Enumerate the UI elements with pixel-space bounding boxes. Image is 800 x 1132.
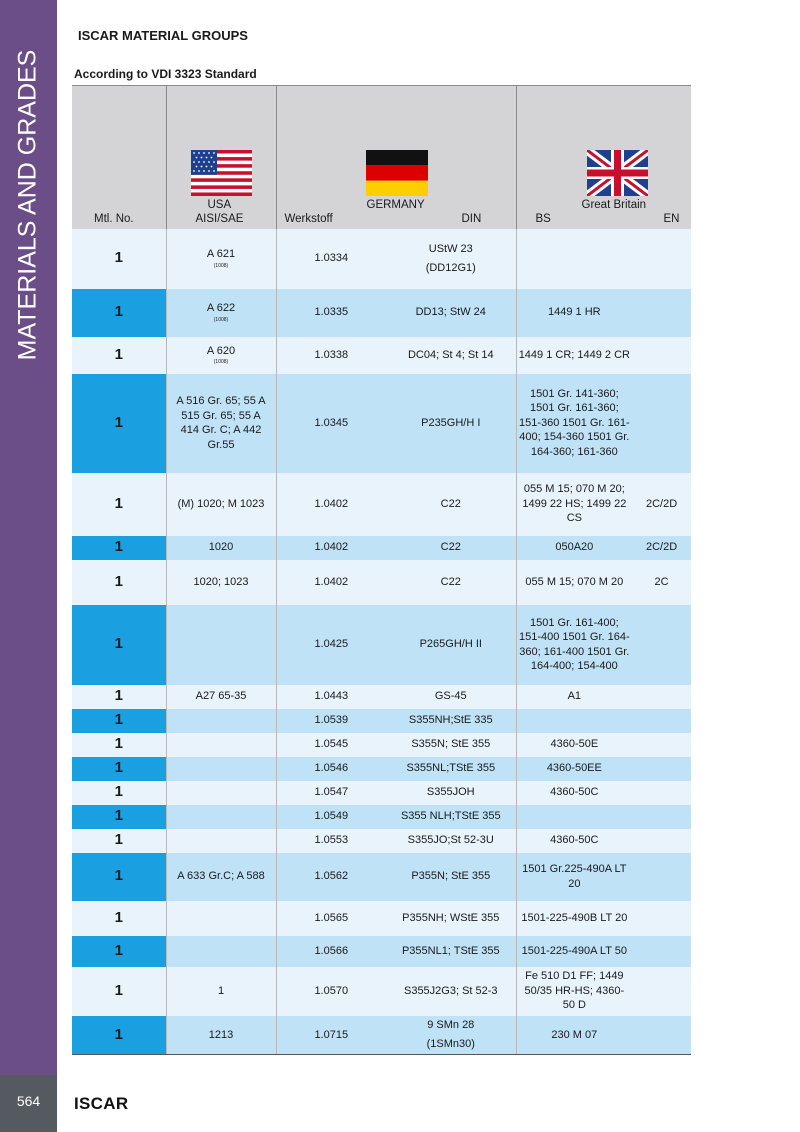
gb-cell bbox=[516, 605, 691, 685]
aisi-cell bbox=[166, 605, 276, 685]
aisi-cell bbox=[166, 829, 276, 853]
din-value: S355N; StE 355 bbox=[411, 738, 491, 751]
mtl-no-cell: 1 bbox=[72, 473, 166, 536]
page-subheading: According to VDI 3323 Standard bbox=[74, 67, 257, 81]
germany-cell bbox=[276, 1016, 516, 1055]
werkstoff-value: 1.0335 bbox=[314, 306, 349, 319]
mtl-no-cell: 1 bbox=[72, 229, 166, 289]
en-value: 2C bbox=[654, 575, 669, 588]
din-value: C22 bbox=[440, 575, 461, 588]
gb-cell bbox=[516, 853, 691, 901]
werkstoff-value: 1.0549 bbox=[314, 810, 349, 823]
germany-cell bbox=[276, 805, 516, 829]
bs-value: 050A20 bbox=[555, 541, 594, 554]
mtl-no-cell: 1 bbox=[72, 853, 166, 901]
werkstoff-value: 1.0443 bbox=[314, 690, 349, 703]
header-mtl-no bbox=[72, 86, 166, 229]
din-value: P355NH; WStE 355 bbox=[402, 911, 500, 924]
din-value: S355JOH bbox=[426, 786, 475, 799]
werkstoff-value: 1.0715 bbox=[314, 1028, 349, 1041]
table-row bbox=[72, 1016, 691, 1055]
aisi-value: A 620 bbox=[206, 344, 236, 357]
werkstoff-value: 1.0334 bbox=[314, 252, 349, 265]
aisi-cell bbox=[166, 560, 276, 605]
werkstoff-value: 1.0402 bbox=[314, 497, 349, 510]
header-gb-label: Great Britain bbox=[581, 199, 647, 211]
aisi-cell bbox=[166, 781, 276, 805]
mtl-no-cell: 1 bbox=[72, 1016, 166, 1055]
header-mtl-no-label: Mtl. No. bbox=[94, 213, 134, 225]
mtl-no-cell: 1 bbox=[72, 805, 166, 829]
table-row bbox=[72, 536, 691, 560]
germany-cell bbox=[276, 733, 516, 757]
werkstoff-value: 1.0338 bbox=[314, 348, 349, 361]
germany-cell bbox=[276, 709, 516, 733]
werkstoff-value: 1.0566 bbox=[314, 944, 349, 957]
din-value: P355N; StE 355 bbox=[411, 870, 491, 883]
gb-cell bbox=[516, 805, 691, 829]
header-usa-label: USA bbox=[207, 199, 232, 211]
germany-cell bbox=[276, 560, 516, 605]
bs-value: 1501 Gr. 141-360; 1501 Gr. 161-360; 151-360 1501 Gr. 161-400; 154-360 1501 Gr. 164-360; 161-360 bbox=[518, 387, 630, 458]
germany-cell bbox=[276, 853, 516, 901]
page-heading: ISCAR MATERIAL GROUPS bbox=[78, 28, 248, 43]
en-value: 2C/2D bbox=[645, 541, 678, 554]
mtl-no-cell: 1 bbox=[72, 901, 166, 936]
aisi-cell bbox=[166, 757, 276, 781]
din-value: P235GH/H I bbox=[421, 416, 481, 429]
germany-cell bbox=[276, 967, 516, 1016]
page-number: 564 bbox=[16, 1093, 41, 1109]
aisi-cell bbox=[166, 229, 276, 289]
germany-cell bbox=[276, 229, 516, 289]
bs-value: 1449 1 CR; 1449 2 CR bbox=[518, 348, 630, 361]
table-row bbox=[72, 901, 691, 936]
germany-cell bbox=[276, 289, 516, 337]
werkstoff-value: 1.0402 bbox=[314, 541, 349, 554]
gb-cell bbox=[516, 473, 691, 536]
din-value: UStW 23 bbox=[428, 242, 473, 255]
header-din-label: DIN bbox=[461, 213, 482, 225]
mtl-no-cell: 1 bbox=[72, 781, 166, 805]
werkstoff-value: 1.0565 bbox=[314, 911, 349, 924]
din-value: S355JO;St 52-3U bbox=[407, 834, 494, 847]
header-bs-label: BS bbox=[535, 213, 551, 225]
aisi-cell bbox=[166, 536, 276, 560]
table-row bbox=[72, 374, 691, 473]
werkstoff-value: 1.0345 bbox=[314, 416, 349, 429]
din-value: DD13; StW 24 bbox=[415, 306, 486, 319]
germany-cell bbox=[276, 605, 516, 685]
werkstoff-value: 1.0545 bbox=[314, 738, 349, 751]
bs-value: 1449 1 HR bbox=[548, 306, 601, 319]
mtl-no-cell: 1 bbox=[72, 605, 166, 685]
gb-cell bbox=[516, 374, 691, 473]
mtl-no-cell: 1 bbox=[72, 829, 166, 853]
aisi-value: A 633 Gr.C; A 588 bbox=[177, 870, 265, 883]
germany-cell bbox=[276, 536, 516, 560]
gb-cell bbox=[516, 901, 691, 936]
bs-value: 4360-50EE bbox=[546, 762, 602, 775]
table-row bbox=[72, 805, 691, 829]
table-row bbox=[72, 337, 691, 374]
material-groups-table bbox=[72, 85, 691, 1055]
werkstoff-value: 1.0570 bbox=[314, 984, 349, 997]
aisi-cell bbox=[166, 901, 276, 936]
aisi-cell bbox=[166, 733, 276, 757]
germany-cell bbox=[276, 829, 516, 853]
gb-cell bbox=[516, 229, 691, 289]
bs-value: 1501 Gr. 161-400; 151-400 1501 Gr. 164-360; 161-400 1501 Gr. 164-400; 154-400 bbox=[518, 616, 630, 672]
aisi-cell bbox=[166, 337, 276, 374]
aisi-note: (1008) bbox=[213, 359, 229, 366]
aisi-cell bbox=[166, 967, 276, 1016]
mtl-no-cell: 1 bbox=[72, 536, 166, 560]
din-value: GS-45 bbox=[434, 690, 467, 703]
header-werkstoff-label: Werkstoff bbox=[284, 213, 333, 225]
aisi-value: (M) 1020; M 1023 bbox=[177, 497, 265, 510]
table-row bbox=[72, 829, 691, 853]
section-title-text: MATERIALS AND GRADES bbox=[13, 49, 42, 361]
germany-cell bbox=[276, 757, 516, 781]
uk-flag-icon bbox=[587, 150, 648, 196]
aisi-cell bbox=[166, 1016, 276, 1055]
din-value: S355 NLH;TStE 355 bbox=[400, 810, 501, 823]
germany-cell bbox=[276, 374, 516, 473]
gb-cell bbox=[516, 829, 691, 853]
gb-cell bbox=[516, 967, 691, 1016]
table-row bbox=[72, 473, 691, 536]
gb-cell bbox=[516, 289, 691, 337]
aisi-cell bbox=[166, 685, 276, 709]
table-row bbox=[72, 733, 691, 757]
table-row bbox=[72, 757, 691, 781]
table-row bbox=[72, 781, 691, 805]
aisi-value: A 621 bbox=[206, 248, 236, 261]
germany-cell bbox=[276, 781, 516, 805]
gb-cell bbox=[516, 733, 691, 757]
werkstoff-value: 1.0562 bbox=[314, 870, 349, 883]
section-title-vertical bbox=[0, 0, 57, 370]
bs-value: 4360-50C bbox=[550, 834, 599, 847]
brand-logo: ISCAR bbox=[74, 1094, 129, 1113]
mtl-no-cell: 1 bbox=[72, 709, 166, 733]
werkstoff-value: 1.0546 bbox=[314, 762, 349, 775]
aisi-value: 1020 bbox=[208, 541, 234, 554]
gb-cell bbox=[516, 1016, 691, 1055]
werkstoff-value: 1.0547 bbox=[314, 786, 349, 799]
aisi-cell bbox=[166, 805, 276, 829]
germany-cell bbox=[276, 685, 516, 709]
din-value: S355NH;StE 335 bbox=[408, 714, 493, 727]
bs-value: 230 M 07 bbox=[551, 1028, 598, 1041]
din-value-alt: (1SMn30) bbox=[426, 1038, 475, 1051]
werkstoff-value: 1.0402 bbox=[314, 575, 349, 588]
din-value: C22 bbox=[440, 497, 461, 510]
bs-value: 4360-50E bbox=[550, 738, 599, 751]
bs-value: 4360-50C bbox=[550, 786, 599, 799]
mtl-no-cell: 1 bbox=[72, 337, 166, 374]
aisi-cell bbox=[166, 936, 276, 967]
aisi-cell bbox=[166, 709, 276, 733]
werkstoff-value: 1.0539 bbox=[314, 714, 349, 727]
werkstoff-value: 1.0425 bbox=[314, 638, 349, 651]
gb-cell bbox=[516, 337, 691, 374]
header-germany-label: GERMANY bbox=[366, 199, 425, 211]
header-aisi-label: AISI/SAE bbox=[195, 213, 244, 225]
table-row bbox=[72, 605, 691, 685]
table-row bbox=[72, 936, 691, 967]
table-row bbox=[72, 709, 691, 733]
sidebar bbox=[0, 0, 57, 1132]
din-value: DC04; St 4; St 14 bbox=[407, 348, 494, 361]
gb-cell bbox=[516, 536, 691, 560]
usa-flag-icon bbox=[191, 150, 252, 196]
table-row bbox=[72, 560, 691, 605]
din-value-alt: (DD12G1) bbox=[425, 262, 476, 274]
aisi-cell bbox=[166, 853, 276, 901]
din-value: S355NL;TStE 355 bbox=[406, 762, 496, 775]
germany-cell bbox=[276, 936, 516, 967]
din-value: C22 bbox=[440, 541, 461, 554]
mtl-no-cell: 1 bbox=[72, 967, 166, 1016]
table-row bbox=[72, 967, 691, 1016]
aisi-value: A27 65-35 bbox=[195, 690, 247, 703]
bs-value: A1 bbox=[567, 690, 582, 703]
aisi-value: 1 bbox=[217, 984, 225, 997]
aisi-value: A 516 Gr. 65; 55 A 515 Gr. 65; 55 A 414 Gr. C; A 442 Gr.55 bbox=[176, 395, 266, 451]
aisi-cell bbox=[166, 289, 276, 337]
mtl-no-cell: 1 bbox=[72, 289, 166, 337]
header-great-britain bbox=[516, 86, 691, 229]
aisi-value: 1213 bbox=[208, 1028, 234, 1041]
mtl-no-cell: 1 bbox=[72, 757, 166, 781]
bs-value: 055 M 15; 070 M 20 bbox=[525, 575, 624, 588]
bs-value: 1501-225-490B LT 20 bbox=[521, 911, 628, 924]
mtl-no-cell: 1 bbox=[72, 560, 166, 605]
germany-cell bbox=[276, 901, 516, 936]
table-row bbox=[72, 229, 691, 289]
en-value: 2C/2D bbox=[645, 497, 678, 510]
mtl-no-cell: 1 bbox=[72, 685, 166, 709]
bs-value: 055 M 15; 070 M 20; 1499 22 HS; 1499 22 CS bbox=[522, 483, 627, 525]
bs-value: Fe 510 D1 FF; 1449 50/35 HR-HS; 4360-50 D bbox=[524, 970, 625, 1012]
aisi-cell bbox=[166, 374, 276, 473]
gb-cell bbox=[516, 685, 691, 709]
bs-value: 1501 Gr.225-490A LT 20 bbox=[522, 863, 627, 890]
mtl-no-cell: 1 bbox=[72, 936, 166, 967]
gb-cell bbox=[516, 560, 691, 605]
werkstoff-value: 1.0553 bbox=[314, 834, 349, 847]
table-row bbox=[72, 289, 691, 337]
germany-flag-icon bbox=[366, 150, 428, 196]
germany-cell bbox=[276, 473, 516, 536]
table-row bbox=[72, 685, 691, 709]
table-header-row bbox=[72, 86, 691, 229]
gb-cell bbox=[516, 781, 691, 805]
germany-cell bbox=[276, 337, 516, 374]
mtl-no-cell: 1 bbox=[72, 733, 166, 757]
bs-value: 1501-225-490A LT 50 bbox=[521, 944, 628, 957]
aisi-note: (1008) bbox=[213, 262, 229, 269]
gb-cell bbox=[516, 709, 691, 733]
header-en-label: EN bbox=[663, 213, 680, 225]
din-value: P355NL1; TStE 355 bbox=[401, 944, 500, 957]
aisi-note: (1008) bbox=[213, 316, 229, 323]
aisi-value: A 622 bbox=[206, 302, 236, 315]
gb-cell bbox=[516, 757, 691, 781]
mtl-no-cell: 1 bbox=[72, 374, 166, 473]
header-usa bbox=[166, 86, 276, 229]
gb-cell bbox=[516, 936, 691, 967]
din-value: 9 SMn 28 bbox=[427, 1018, 475, 1031]
aisi-value: 1020; 1023 bbox=[193, 575, 249, 588]
din-value: S355J2G3; St 52-3 bbox=[403, 984, 498, 997]
aisi-cell bbox=[166, 473, 276, 536]
din-value: P265GH/H II bbox=[419, 638, 482, 651]
table-row bbox=[72, 853, 691, 901]
header-germany bbox=[276, 86, 516, 229]
